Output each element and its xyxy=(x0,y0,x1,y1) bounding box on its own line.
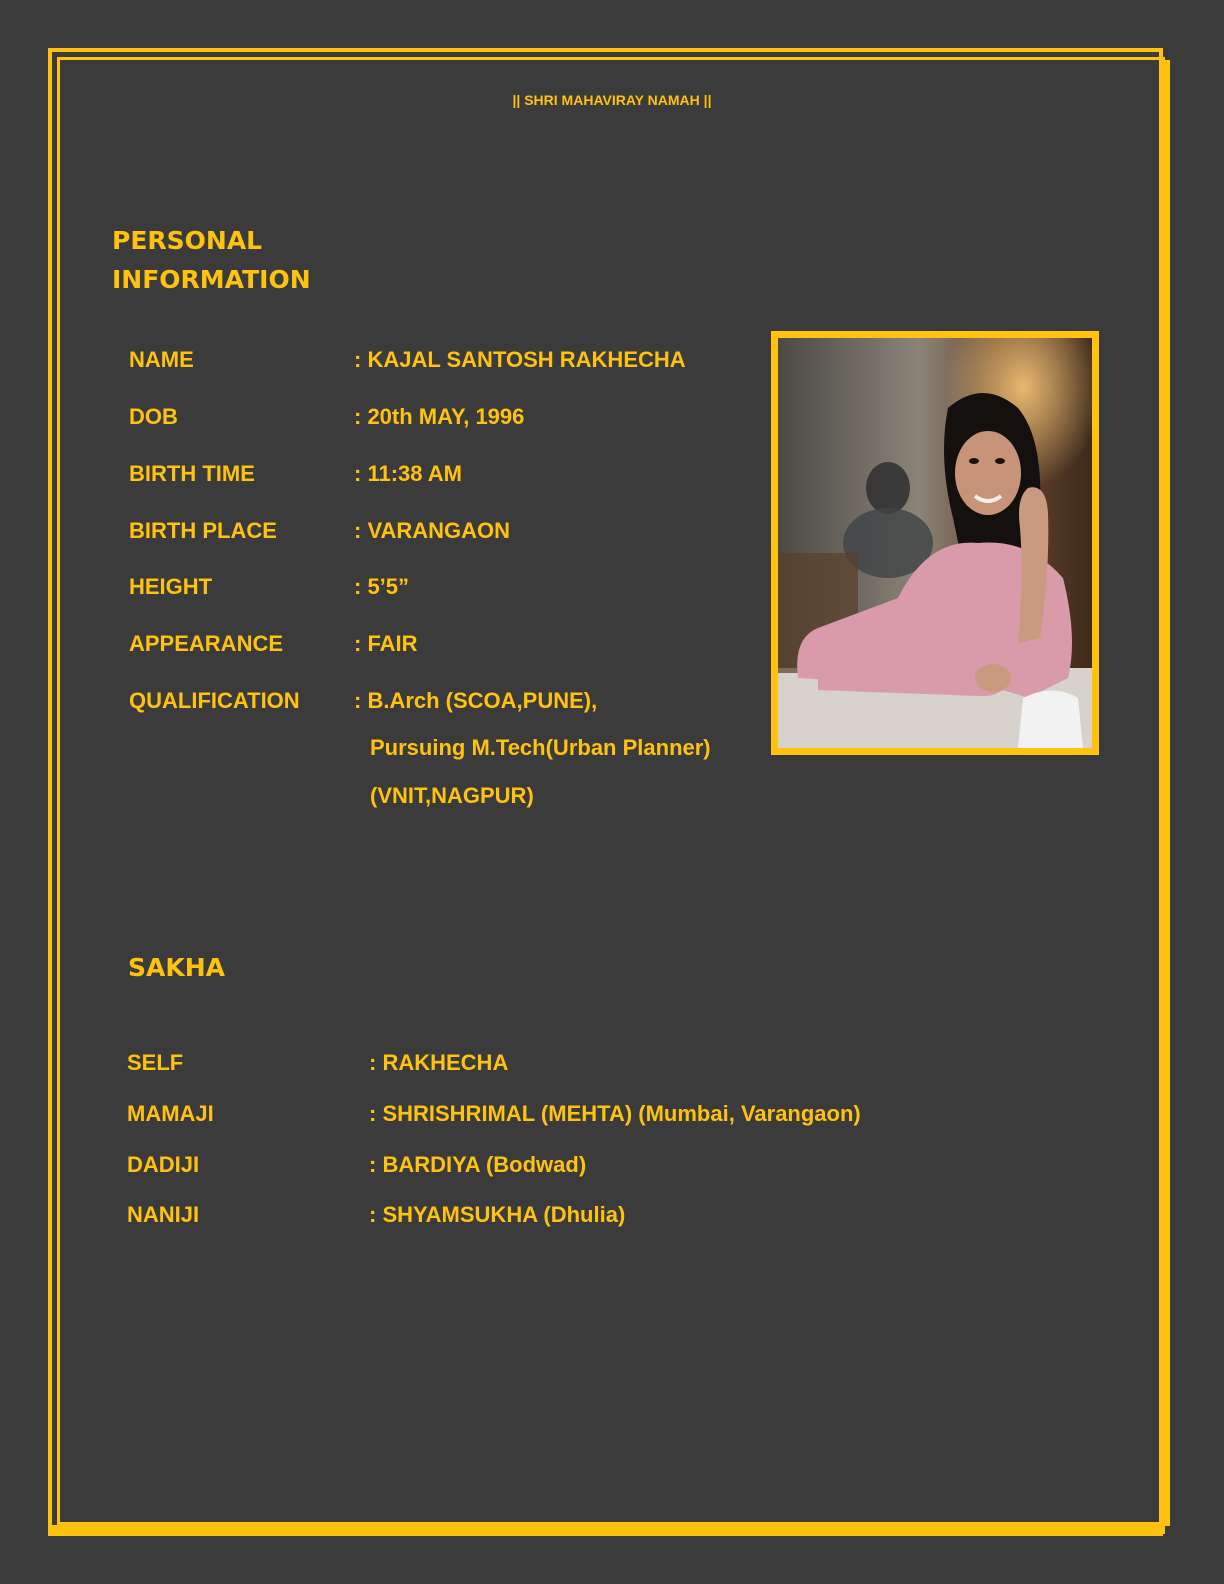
info-value: : 11:38 AM xyxy=(354,461,463,486)
sakha-value: : BARDIYA (Bodwad) xyxy=(369,1152,587,1177)
info-value: : FAIR xyxy=(354,631,418,656)
personal-information-heading-line1: PERSONAL xyxy=(112,226,263,255)
info-label: QUALIFICATION xyxy=(129,688,300,713)
sakha-value: : SHYAMSUKHA (Dhulia) xyxy=(369,1202,626,1227)
sakha-row-naniji xyxy=(127,1202,927,1232)
info-row-birth-place xyxy=(129,518,769,548)
qualification-line-2: Pursuing M.Tech(Urban Planner) xyxy=(370,735,711,760)
info-row-dob xyxy=(129,404,769,434)
sakha-heading: SAKHA xyxy=(128,953,225,982)
sakha-label: MAMAJI xyxy=(127,1101,214,1126)
sakha-row-dadiji xyxy=(127,1152,927,1182)
info-label: HEIGHT xyxy=(129,574,213,599)
info-value: : KAJAL SANTOSH RAKHECHA xyxy=(354,347,686,372)
info-row-birth-time xyxy=(129,461,769,491)
profile-photo xyxy=(771,331,1099,755)
sakha-row-mamaji xyxy=(127,1101,927,1131)
sakha-row-self xyxy=(127,1050,927,1080)
sakha-label: NANIJI xyxy=(127,1202,200,1227)
info-row-height xyxy=(129,574,769,604)
info-value: : 20th MAY, 1996 xyxy=(354,404,525,429)
info-label: BIRTH TIME xyxy=(129,461,255,486)
header-blessing: || SHRI MAHAVIRAY NAMAH || xyxy=(512,92,712,108)
page-border-right-accent xyxy=(1163,60,1170,1526)
page-border-bottom-accent xyxy=(48,1525,1165,1534)
info-row-appearance xyxy=(129,631,769,661)
info-value: : VARANGAON xyxy=(354,518,511,543)
info-label: BIRTH PLACE xyxy=(129,518,277,543)
info-label: DOB xyxy=(129,404,178,429)
profile-photo-image xyxy=(778,338,1092,748)
info-label: APPEARANCE xyxy=(129,631,284,656)
sakha-label: SELF xyxy=(127,1050,184,1075)
personal-information-heading-line2: INFORMATION xyxy=(112,265,311,294)
info-row-qualification xyxy=(129,688,769,718)
sakha-value: : RAKHECHA xyxy=(369,1050,509,1075)
info-row-name xyxy=(129,347,769,377)
info-label: NAME xyxy=(129,347,194,372)
info-value: : 5’5” xyxy=(354,574,410,599)
sakha-label: DADIJI xyxy=(127,1152,200,1177)
personal-information-heading xyxy=(112,221,372,299)
info-value: : B.Arch (SCOA,PUNE), xyxy=(354,688,598,713)
qualification-line-3: (VNIT,NAGPUR) xyxy=(370,783,534,808)
sakha-value: : SHRISHRIMAL (MEHTA) (Mumbai, Varangaon) xyxy=(369,1101,861,1126)
